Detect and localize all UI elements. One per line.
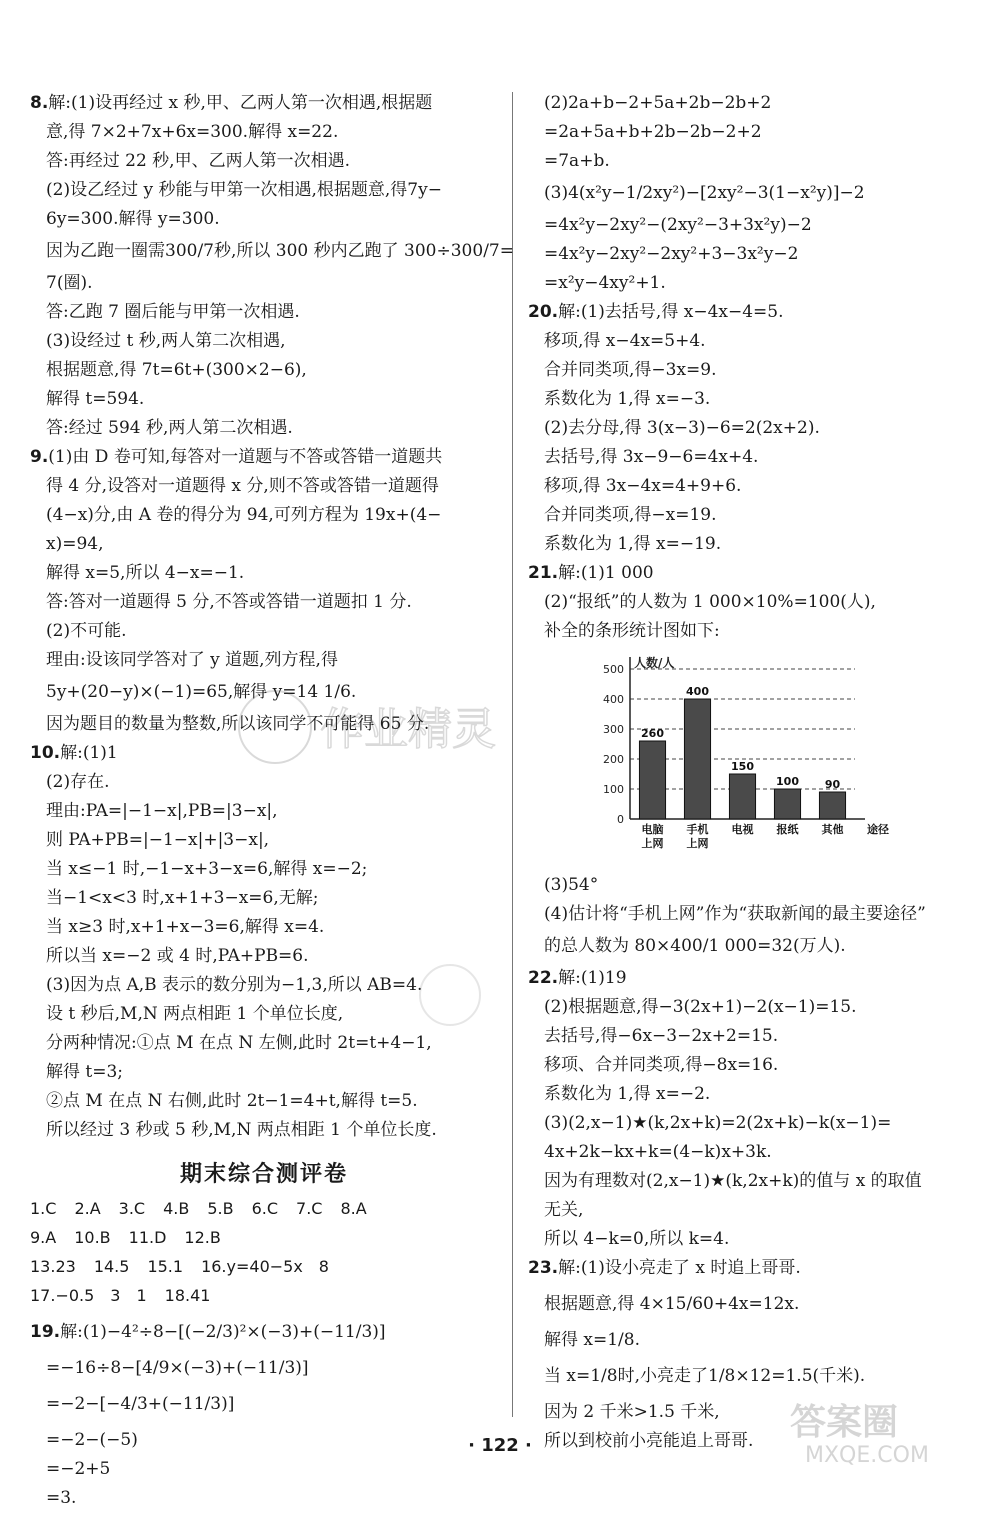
svg-text:答案圈: 答案圈: [790, 1402, 899, 1443]
line-text: =2a+5a+b+2b−2b−2+2: [544, 122, 762, 142]
line-text: 解:(1)1: [60, 743, 118, 763]
text-line: [30, 916, 498, 938]
answer-item: 16.y=40−5x 8: [201, 1257, 329, 1276]
bar-chart: [588, 649, 978, 864]
line-text: 解得 t=594.: [46, 389, 145, 409]
line-text: =−2−[−4/3+(−11/3)]: [46, 1394, 235, 1414]
text-line: [30, 649, 498, 671]
text-line: [30, 562, 498, 584]
text-line: [30, 179, 498, 201]
text-line: [528, 1083, 978, 1105]
line-text: 答:再经过 22 秒,甲、乙两人第一次相遇.: [46, 151, 350, 171]
line-text: (2)根据题意,得−3(2x+1)−2(x−1)=15.: [544, 997, 857, 1017]
line-text: =4x²y−2xy²−2xy²+3−3x²y−2: [544, 244, 799, 264]
line-text: 当 x=1/8时,小亮走了1/8×12=1.5(千米).: [544, 1366, 866, 1386]
line-text: 移项,得 3x−4x=4+9+6.: [544, 476, 742, 496]
text-line: [30, 121, 498, 143]
text-line: [30, 620, 498, 642]
text-line: [528, 1365, 978, 1387]
line-text: 的总人数为 80×400/1 000=32(万人).: [544, 936, 846, 956]
text-line: [30, 150, 498, 172]
x-tick-label: 电视: [731, 823, 754, 836]
answer-item: 13.23: [30, 1257, 76, 1276]
line-text: 答:经过 594 秒,两人第二次相遇.: [46, 418, 293, 438]
bar: [774, 789, 800, 819]
line-text: 解:(1)设再经过 x 秒,甲、乙两人第一次相遇,根据题: [48, 93, 433, 113]
line-text: 5y+(20−y)×(−1)=65,解得 y=14 1/6.: [46, 682, 357, 702]
answer-item: 1.C: [30, 1199, 57, 1218]
line-text: 根据题意,得 4×15/60+4x=12x.: [544, 1294, 800, 1314]
data-label: 90: [824, 778, 841, 791]
text-line: [30, 800, 498, 822]
text-line: [528, 1112, 978, 1134]
answer-item: 14.5: [93, 1257, 130, 1276]
line-text: (3)因为点 A,B 表示的数分别为−1,3,所以 AB=4.: [46, 975, 423, 995]
problem-number: 22.: [528, 968, 559, 988]
line-text: (4)估计将“手机上网”作为“获取新闻的最主要途径”: [544, 904, 926, 924]
line-text: 补全的条形统计图如下:: [544, 621, 720, 641]
data-label: 400: [686, 685, 709, 698]
answer-row: [30, 1198, 498, 1220]
text-line: [528, 121, 978, 143]
y-tick-label: 300: [603, 723, 624, 736]
line-text: =3.: [46, 1488, 77, 1508]
text-line: [528, 996, 978, 1018]
text-line: [30, 417, 498, 439]
text-line: [30, 446, 498, 468]
bar: [819, 792, 845, 819]
text-line: [528, 359, 978, 381]
column-divider: [512, 92, 513, 1417]
text-line: [30, 1458, 498, 1480]
text-line: [30, 301, 498, 323]
line-text: 系数化为 1,得 x=−19.: [544, 534, 722, 554]
answer-item: 7.C: [296, 1199, 323, 1218]
text-line: [528, 903, 978, 925]
text-line: [30, 1393, 498, 1415]
line-text: 得 4 分,设答对一道题得 x 分,则不答或答错一道题得: [46, 476, 439, 496]
line-text: =4x²y−2xy²−(2xy²−3+3x²y)−2: [544, 215, 812, 235]
text-line: [30, 681, 498, 703]
line-text: (2)去分母,得 3(x−3)−6=2(2x+2).: [544, 418, 820, 438]
line-text: 系数化为 1,得 x=−3.: [544, 389, 711, 409]
text-line: [30, 240, 514, 262]
answer-item: 6.C: [251, 1199, 279, 1218]
line-text: (3)(2,x−1)★(k,2x+k)=2(2x+k)−k(x−1)=: [544, 1113, 892, 1133]
problem-number: 19.: [30, 1322, 61, 1342]
text-line: [30, 359, 498, 381]
text-line: [528, 475, 978, 497]
x-tick-label: 电脑: [641, 823, 664, 836]
line-text: =x²y−4xy²+1.: [544, 273, 666, 293]
line-text: 当 x≤−1 时,−1−x+3−x=6,解得 x=−2;: [46, 859, 368, 879]
line-text: 所以经过 3 秒或 5 秒,M,N 两点相距 1 个单位长度.: [46, 1120, 437, 1140]
line-text: 4x+2k−kx+k=(4−k)x+3k.: [544, 1142, 772, 1162]
text-line: [30, 1032, 498, 1054]
line-text: 意,得 7×2+7x+6x=300.解得 x=22.: [46, 122, 339, 142]
line-text: 所以当 x=−2 或 4 时,PA+PB=6.: [46, 946, 309, 966]
problem-number: 23.: [528, 1258, 559, 1278]
text-line: [528, 1025, 978, 1047]
text-line: [528, 417, 978, 439]
text-line: [528, 272, 978, 294]
text-line: [30, 1090, 498, 1112]
line-text: 6y=300.解得 y=300.: [46, 209, 220, 229]
line-text: 移项、合并同类项,得−8x=16.: [544, 1055, 779, 1075]
right-column: [528, 92, 978, 1459]
line-text: 因为乙跑一圈需300/7秒,所以 300 秒内乙跑了 300÷300/7=: [46, 241, 514, 261]
text-line: [30, 742, 498, 764]
right-solutions-continued: [528, 874, 978, 1452]
line-text: 解:(1)设小亮走了 x 时追上哥哥.: [558, 1258, 801, 1278]
line-text: 当−1<x<3 时,x+1+3−x=6,无解;: [46, 888, 319, 908]
line-text: 当 x≥3 时,x+1+x−3=6,解得 x=4.: [46, 917, 325, 937]
text-line: [30, 208, 498, 230]
text-line: [528, 874, 978, 896]
section-title: 期末综合测评卷: [179, 1162, 348, 1187]
text-line: [528, 1141, 978, 1163]
data-label: 260: [641, 727, 664, 740]
line-text: (2)“报纸”的人数为 1 000×10%=100(人),: [544, 592, 876, 612]
line-text: (3)4(x²y−1/2xy²)−[2xy²−3(1−x²y)]−2: [544, 183, 865, 203]
line-text: =−2+5: [46, 1459, 111, 1479]
text-line: [528, 1054, 978, 1076]
text-line: [528, 620, 978, 642]
text-line: [528, 1257, 978, 1279]
bar: [729, 774, 755, 819]
line-text: 因为有理数对(2,x−1)★(k,2x+k)的值与 x 的取值: [544, 1171, 922, 1191]
text-line: [528, 214, 978, 236]
text-line: [528, 243, 978, 265]
text-line: [528, 182, 978, 204]
line-text: (3)设经过 t 秒,两人第二次相遇,: [46, 331, 286, 351]
text-line: [528, 1199, 978, 1221]
line-text: 因为题目的数量为整数,所以该同学不可能得 65 分.: [46, 714, 430, 734]
x-axis-label: 途径: [867, 823, 889, 836]
watermark-stamp-faint: [410, 955, 540, 1035]
text-line: [30, 591, 498, 613]
answer-item: 8.A: [340, 1199, 367, 1218]
line-text: 解:(1)1 000: [558, 563, 654, 583]
problem-number: 9.: [30, 447, 49, 467]
left-solution-19: [30, 1321, 498, 1509]
text-line: [528, 967, 978, 989]
answer-item: 5.B: [207, 1199, 234, 1218]
y-tick-label: 0: [617, 813, 624, 826]
answer-item: 2.A: [74, 1199, 101, 1218]
text-line: [528, 330, 978, 352]
text-line: [30, 330, 498, 352]
y-tick-label: 200: [603, 753, 624, 766]
line-text: 解:(1)19: [558, 968, 627, 988]
line-text: 答:答对一道题得 5 分,不答或答错一道题扣 1 分.: [46, 592, 412, 612]
y-tick-label: 500: [603, 663, 624, 676]
line-text: 解:(1)去括号,得 x−4x−4=5.: [558, 302, 784, 322]
text-line: [528, 92, 978, 114]
line-text: 理由:PA=|−1−x|,PB=|3−x|,: [46, 801, 278, 821]
line-text: (2)2a+b−2+5a+2b−2b+2: [544, 93, 772, 113]
x-tick-label: 报纸: [776, 823, 799, 836]
answer-item: 11.D: [128, 1228, 167, 1247]
text-line: [528, 1228, 978, 1250]
line-text: ②点 M 在点 N 右侧,此时 2t−1=4+t,解得 t=5.: [46, 1091, 418, 1111]
y-tick-label: 100: [603, 783, 624, 796]
text-line: [30, 713, 498, 735]
text-line: [528, 562, 978, 584]
text-line: [30, 388, 498, 410]
right-solutions: [528, 92, 978, 642]
data-label: 150: [731, 760, 754, 773]
text-line: [528, 150, 978, 172]
answer-row: [30, 1256, 498, 1278]
line-text: 解得 x=1/8.: [544, 1330, 640, 1350]
answer-item: 3.C: [118, 1199, 146, 1218]
line-text: (2)存在.: [46, 772, 110, 792]
text-line: [30, 504, 498, 526]
text-line: [30, 533, 498, 555]
line-text: =−2−(−5): [46, 1430, 138, 1450]
bar-chart-svg: [588, 649, 889, 859]
line-text: 分两种情况:①点 M 在点 N 左侧,此时 2t=t+4−1,: [46, 1033, 432, 1053]
text-line: [528, 446, 978, 468]
line-text: 系数化为 1,得 x=−2.: [544, 1084, 711, 1104]
text-line: [30, 1061, 498, 1083]
line-text: 设 t 秒后,M,N 两点相距 1 个单位长度,: [46, 1004, 344, 1024]
line-text: (2)设乙经过 y 秒能与甲第一次相遇,根据题意,得7y−: [46, 180, 442, 200]
answer-item: 18.41: [164, 1286, 211, 1305]
bar: [684, 699, 710, 819]
text-line: [30, 475, 498, 497]
line-text: 所以到校前小亮能追上哥哥.: [544, 1431, 754, 1451]
line-text: 合并同类项,得−3x=9.: [544, 360, 717, 380]
text-line: [528, 533, 978, 555]
line-text: 则 PA+PB=|−1−x|+|3−x|,: [46, 830, 270, 850]
text-line: [528, 388, 978, 410]
x-tick-label: 手机: [686, 823, 709, 836]
text-line: [30, 92, 498, 114]
text-line: [528, 591, 978, 613]
text-line: [30, 1321, 498, 1343]
problem-number: 8.: [30, 93, 49, 113]
line-text: =−16÷8−[4/9×(−3)+(−11/3)]: [46, 1358, 309, 1378]
line-text: (1)由 D 卷可知,每答对一道题与不答或答错一道题共: [48, 447, 443, 467]
line-text: (2)不可能.: [46, 621, 127, 641]
data-label: 100: [776, 775, 799, 788]
text-line: [528, 1293, 978, 1315]
line-text: 7(圈).: [46, 273, 93, 293]
text-line: [528, 935, 978, 957]
line-text: 合并同类项,得−x=19.: [544, 505, 717, 525]
x-tick-label: 其他: [821, 823, 844, 836]
answer-item: 4.B: [163, 1199, 190, 1218]
text-line: [528, 1329, 978, 1351]
line-text: =7a+b.: [544, 151, 610, 171]
text-line: [30, 858, 498, 880]
problem-number: 10.: [30, 743, 61, 763]
line-text: 解得 t=3;: [46, 1062, 124, 1082]
y-axis-label: 人数/人: [634, 656, 675, 670]
line-text: 因为 2 千米>1.5 千米,: [544, 1402, 720, 1422]
bar: [639, 741, 665, 819]
text-line: [30, 771, 498, 793]
line-text: 答:乙跑 7 圈后能与甲第一次相遇.: [46, 302, 300, 322]
answer-item: 9.A: [30, 1228, 57, 1247]
answer-item: 12.B: [184, 1228, 221, 1247]
line-text: 所以 4−k=0,所以 k=4.: [544, 1229, 730, 1249]
text-line: [30, 1119, 498, 1141]
line-text: (4−x)分,由 A 卷的得分为 94,可列方程为 19x+(4−: [46, 505, 442, 525]
line-text: x)=94,: [46, 534, 104, 554]
x-tick-label: 上网: [686, 837, 709, 850]
text-line: [528, 1170, 978, 1192]
line-text: 移项,得 x−4x=5+4.: [544, 331, 706, 351]
line-text: 解:(1)−4²÷8−[(−2/3)²×(−3)+(−11/3)]: [60, 1322, 386, 1342]
answer-item: 15.1: [147, 1257, 184, 1276]
svg-text:MXQE.COM: MXQE.COM: [805, 1443, 929, 1468]
text-line: [528, 301, 978, 323]
problem-number: 20.: [528, 302, 559, 322]
problem-number: 21.: [528, 563, 559, 583]
answer-row: [30, 1285, 498, 1307]
text-line: [30, 1357, 498, 1379]
text-line: [30, 887, 498, 909]
line-text: 去括号,得−6x−3−2x+2=15.: [544, 1026, 779, 1046]
answer-item: 10.B: [74, 1228, 111, 1247]
answer-key: [30, 1198, 498, 1307]
line-text: 理由:设该同学答对了 y 道题,列方程,得: [46, 650, 338, 670]
line-text: 解得 x=5,所以 4−x=−1.: [46, 563, 245, 583]
line-text: (3)54°: [544, 875, 599, 895]
line-text: 去括号,得 3x−9−6=4x+4.: [544, 447, 759, 467]
text-line: [30, 1487, 498, 1509]
page-number: · 122 ·: [468, 1435, 532, 1456]
line-text: 根据题意,得 7t=6t+(300×2−6),: [46, 360, 307, 380]
answer-row: [30, 1227, 498, 1249]
answer-item: 17.−0.5 3 1: [30, 1286, 147, 1305]
svg-text:作业精灵: 作业精灵: [320, 704, 496, 755]
text-line: [30, 829, 498, 851]
line-text: 无关,: [544, 1200, 584, 1220]
x-tick-label: 上网: [641, 837, 664, 850]
text-line: [30, 272, 498, 294]
text-line: [528, 504, 978, 526]
y-tick-label: 400: [603, 693, 624, 706]
